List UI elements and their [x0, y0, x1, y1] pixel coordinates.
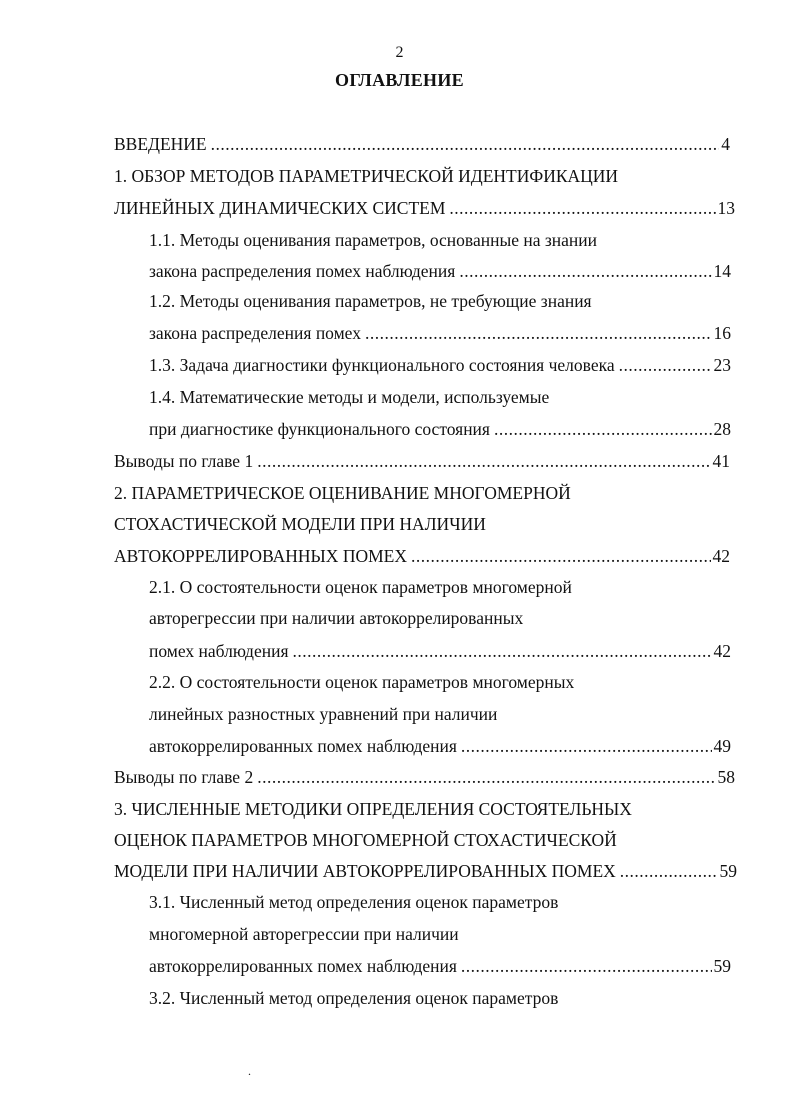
toc-section-1-1-title[interactable]: 1.1. Методы оценивания параметров, основанные на знании: [149, 230, 598, 250]
toc-section-1-4-title[interactable]: 1.4. Математические методы и модели, используемые: [149, 387, 550, 407]
toc-chapter-2-title-cont[interactable]: СТОХАСТИЧЕСКОЙ МОДЕЛИ ПРИ НАЛИЧИИ: [114, 514, 486, 534]
toc-section-2-2-title[interactable]: 2.2. О состоятельности оценок параметров многомерных: [149, 672, 575, 692]
toc-page-number: 59: [713, 956, 731, 976]
toc-chapter-3-title[interactable]: 3. ЧИСЛЕННЫЕ МЕТОДИКИ ОПРЕДЕЛЕНИЯ СОСТОЯТЕЛЬНЫХ: [114, 799, 632, 819]
toc-chapter-1[interactable]: ЛИНЕЙНЫХ ДИНАМИЧЕСКИХ СИСТЕМ ..... 13: [114, 195, 735, 221]
toc-heading: ОГЛАВЛЕНИЕ: [335, 70, 464, 90]
toc-page-number: 42: [712, 546, 730, 566]
toc-page-number: 42: [713, 641, 731, 661]
toc-page-number: 58: [717, 767, 735, 787]
toc-section-1-2-title[interactable]: 1.2. Методы оценивания параметров, не требующие знания: [149, 291, 592, 311]
toc-conclusions-1[interactable]: Выводы по главе 1 ..... 41: [114, 448, 730, 474]
page-number: 2: [395, 44, 404, 61]
toc-section-3-2-title[interactable]: 3.2. Численный метод определения оценок параметров: [149, 988, 559, 1008]
toc-chapter-2[interactable]: АВТОКОРРЕЛИРОВАННЫХ ПОМЕХ ..... 42: [114, 543, 730, 569]
toc-page-number: 16: [713, 323, 731, 343]
toc-chapter-1-title[interactable]: 1. ОБЗОР МЕТОДОВ ПАРАМЕТРИЧЕСКОЙ ИДЕНТИФИКАЦИИ: [114, 166, 619, 186]
toc-section-3-1-title[interactable]: 3.1. Численный метод определения оценок параметров: [149, 892, 559, 912]
toc-section-2-1[interactable]: помех наблюдения ..... 42: [149, 638, 731, 664]
toc-page-number: 4: [721, 134, 730, 154]
toc-section-2-1-title[interactable]: 2.1. О состоятельности оценок параметров многомерной: [149, 577, 572, 597]
toc-section-2-2-title-cont[interactable]: линейных разностных уравнений при наличии: [149, 704, 498, 724]
toc-chapter-2-title[interactable]: 2. ПАРАМЕТРИЧЕСКОЕ ОЦЕНИВАНИЕ МНОГОМЕРНОЙ: [114, 483, 571, 503]
toc-page-number: 13: [717, 198, 735, 218]
toc-page-number: 49: [713, 736, 731, 756]
toc-page-number: 41: [712, 451, 730, 471]
toc-page-number: 28: [713, 419, 731, 439]
toc-section-3-1-title-cont[interactable]: многомерной авторегрессии при наличии: [149, 924, 459, 944]
toc-entry-intro[interactable]: ВВЕДЕНИЕ ..... 4: [114, 131, 730, 157]
toc-conclusions-2[interactable]: Выводы по главе 2 ..... 58: [114, 764, 735, 790]
toc-section-2-2[interactable]: автокоррелированных помех наблюдения ..... 49: [149, 733, 731, 759]
toc-page-number: 14: [713, 261, 731, 281]
toc-page-number: 23: [713, 355, 731, 375]
toc-section-3-1[interactable]: автокоррелированных помех наблюдения ..... 59: [149, 953, 731, 979]
toc-page-number: 59: [719, 861, 737, 881]
toc-section-2-1-title-cont[interactable]: авторегрессии при наличии автокоррелированных: [149, 608, 524, 628]
toc-chapter-3[interactable]: МОДЕЛИ ПРИ НАЛИЧИИ АВТОКОРРЕЛИРОВАННЫХ ПОМЕХ ..... 59: [114, 858, 737, 884]
toc-section-1-4[interactable]: при диагностике функционального состояния ..... 28: [149, 416, 731, 442]
toc-section-1-2[interactable]: закона распределения помех ..... 16: [149, 320, 731, 346]
toc-section-1-3[interactable]: 1.3. Задача диагностики функционального состояния человека ..... 23: [149, 352, 731, 378]
toc-section-1-1[interactable]: закона распределения помех наблюдения ..... 14: [149, 258, 731, 284]
footer-mark: .: [248, 1064, 251, 1078]
toc-chapter-3-title-cont[interactable]: ОЦЕНОК ПАРАМЕТРОВ МНОГОМЕРНОЙ СТОХАСТИЧЕСКОЙ: [114, 830, 617, 850]
